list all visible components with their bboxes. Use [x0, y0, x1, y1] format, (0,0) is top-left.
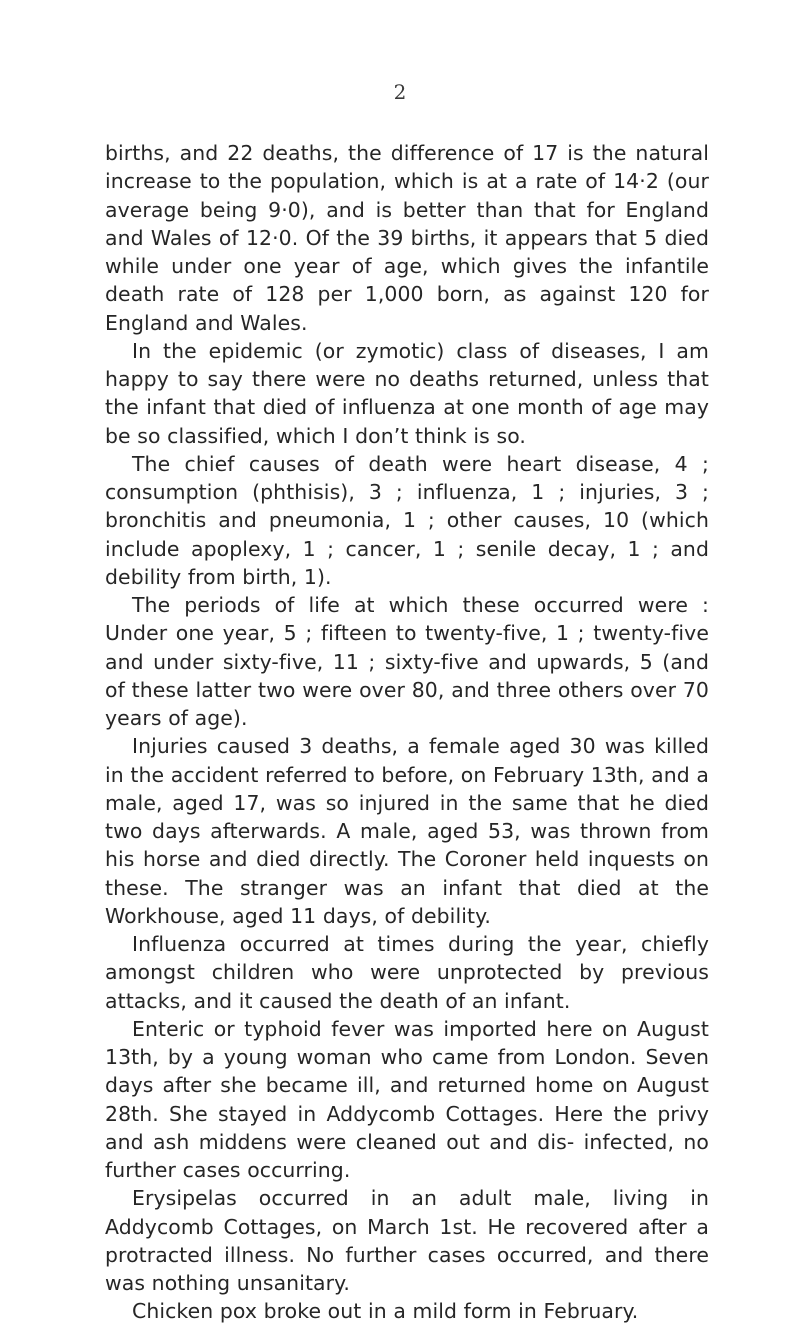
- paragraph-epidemic-class: In the epidemic (or zymotic) class of diseases, I am happy to say there were no deaths returned, unless that the infant that died of influenza at one month of age may be so classified, which I don’t think is so.: [105, 338, 709, 448]
- paragraph-influenza: Influenza occurred at times during the year, chiefly amongst children who were unprotected by previous attacks, and it caused the death of an infant.: [105, 932, 709, 1013]
- page-number: 2: [393, 80, 407, 104]
- paragraph-erysipelas: Erysipelas occurred in an adult male, living in Addycomb Cottages, on March 1st. He recovered after a protracted illness. No further cases occurred, and there was nothing unsanitary.: [105, 1186, 709, 1295]
- paragraph-causes-of-death: The chief causes of death were heart disease, 4 ; consumption (phthisis), 3 ; influenza, 1 ; injuries, 3 ; bronchitis and pneumonia, 1 ; other causes, 10 (which include apoplexy, 1 ; cancer, 1 ; senile decay, 1 ; and debility from birth, 1).: [105, 451, 709, 589]
- paragraph-periods-of-life: The periods of life at which these occurred were : Under one year, 5 ; fifteen to twenty-five, 1 ; twenty-five and under sixty-five, 11 ; sixty-five and upwards, 5 (and of these latter two were over 80, and three others over 70 years of age).: [105, 593, 709, 730]
- body-text: [105, 139, 709, 1326]
- paragraph-injuries: Injuries caused 3 deaths, a female aged 30 was killed in the accident referred to before, on February 13th, and a male, aged 17, was so injured in the same that he died two days afterwards. A male, aged 53, was thrown from his horse and died directly. The Coroner held inquests on these. The stranger was an infant that died at the Workhouse, aged 11 days, of debility.: [105, 734, 709, 928]
- paragraph-vital-statistics: births, and 22 deaths, the difference of 17 is the natural increase to the population, which is at a rate of 14·2 (our average being 9·0), and is better than that for England and Wales of 12·0. Of the 39 births, it appears that 5 died while under one year of age, which gives the infantile death rate of 128 per 1,000 born, as against 120 for England and Wales.: [105, 141, 709, 335]
- paragraph-chicken-pox: Chicken pox broke out in a mild form in February.: [132, 1299, 639, 1324]
- paragraph-enteric-fever: Enteric or typhoid fever was imported here on August 13th, by a young woman who came from London. Seven days after she became ill, and returned home on August 28th. She stayed in Addycomb Cottages. Here the privy and ash middens were cleaned out and dis- infected, no further cases occurring.: [105, 1016, 709, 1182]
